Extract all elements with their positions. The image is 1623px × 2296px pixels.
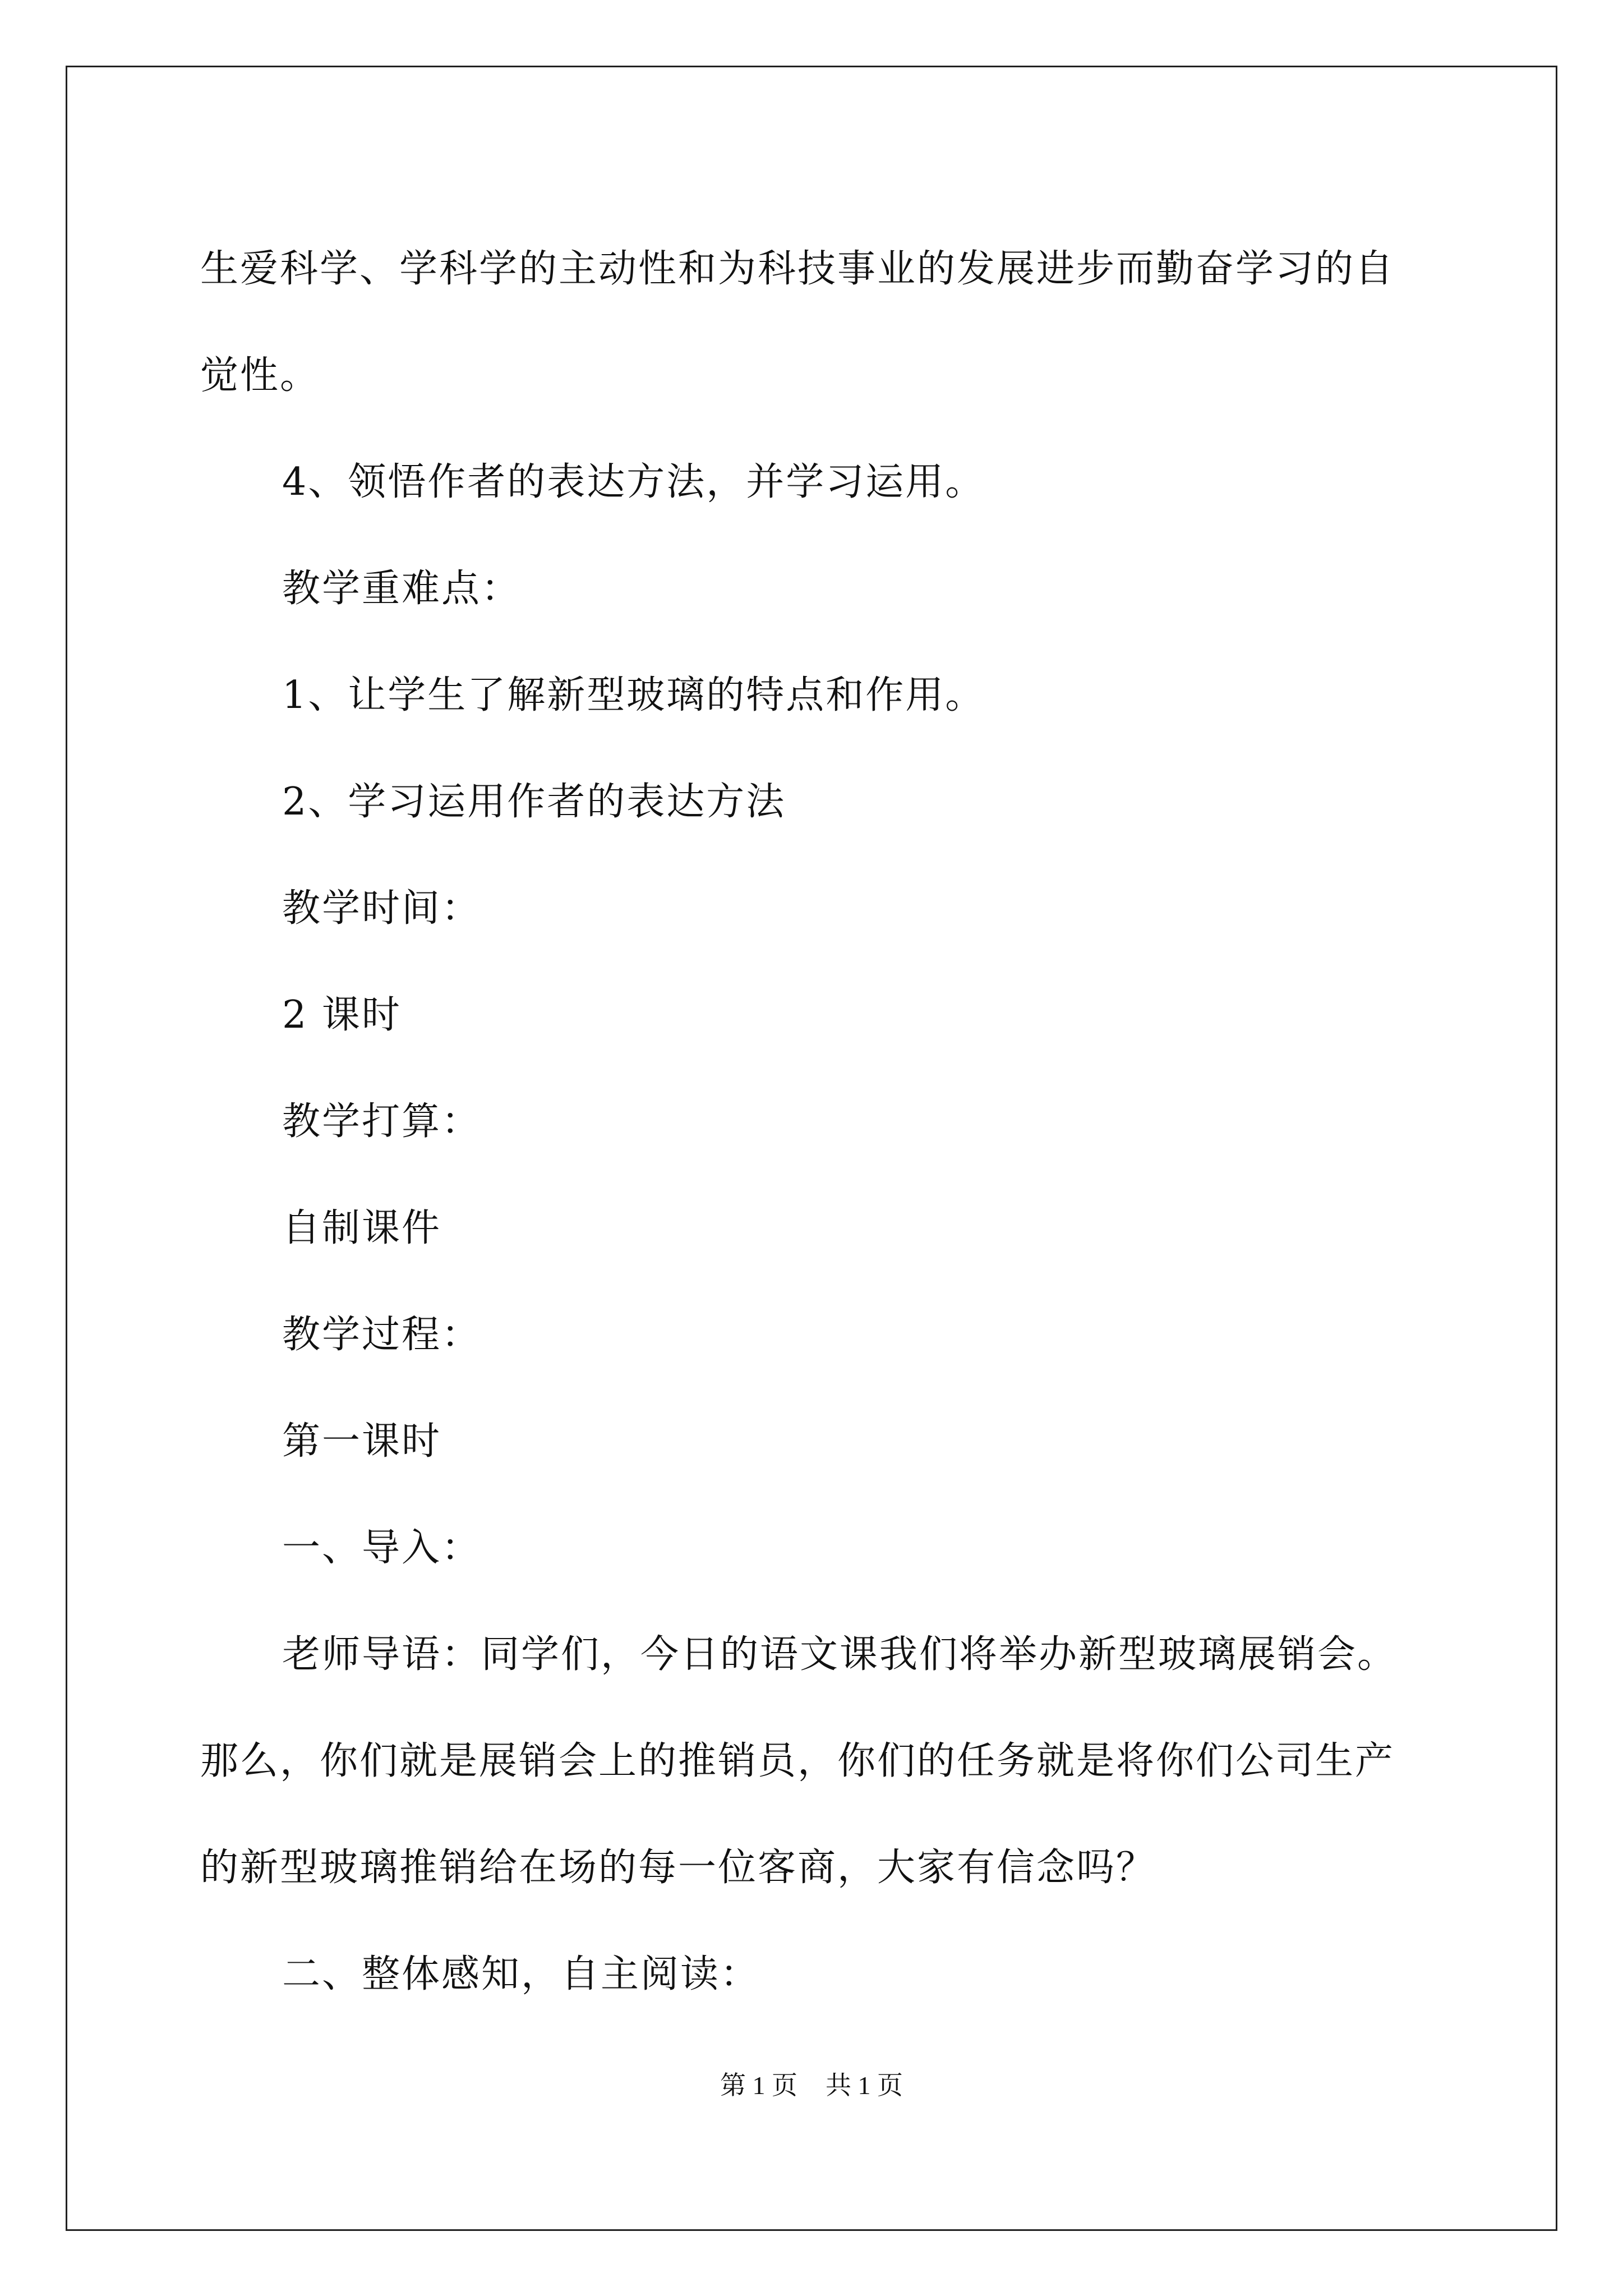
document-body bbox=[200, 216, 1428, 2028]
page-footer bbox=[0, 2069, 1623, 2102]
paragraph-12: 一、导入： bbox=[282, 1526, 482, 1570]
paragraph-9: 自制课件 bbox=[282, 1206, 442, 1250]
page-number: 第 1 页 bbox=[720, 2071, 797, 2100]
page-total: 共 1 页 bbox=[826, 2071, 903, 2100]
paragraph-10: 教学过程： bbox=[282, 1313, 482, 1357]
paragraph-7: 2 课时 bbox=[282, 993, 402, 1037]
paragraph-2: 4、领悟作者的表达方法，并学习运用。 bbox=[282, 460, 985, 504]
paragraph-8: 教学打算： bbox=[282, 1099, 482, 1144]
paragraph-11: 第一课时 bbox=[282, 1419, 442, 1464]
paragraph-13: 老师导语：同学们，今日的语文课我们将举办新型玻璃展销会。那么，你们就是展销会上的推销员，你们的任务就是将你们公司生产的新型玻璃推销给在场的每一位客商，大家有信念吗？ bbox=[200, 1632, 1398, 1890]
paragraph-14: 二、整体感知，自主阅读： bbox=[282, 1952, 760, 1996]
paragraph-6: 教学时间： bbox=[282, 886, 482, 931]
paragraph-3: 教学重难点： bbox=[282, 567, 522, 611]
paragraph-5: 2、学习运用作者的表达方法 bbox=[282, 780, 786, 824]
paragraph-4: 1、让学生了解新型玻璃的特点和作用。 bbox=[282, 673, 985, 717]
paragraph-1: 生爱科学、学科学的主动性和为科技事业的发展进步而勤奋学习的自觉性。 bbox=[200, 247, 1395, 398]
